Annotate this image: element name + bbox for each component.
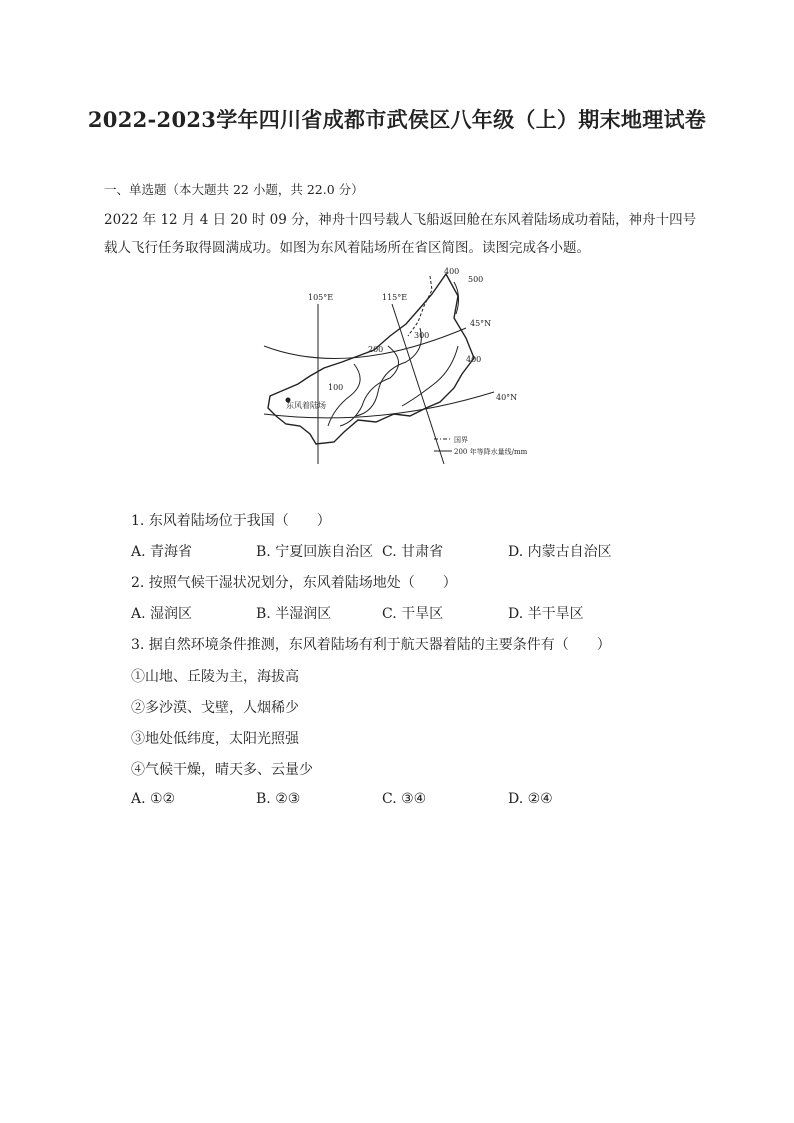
legend-border-label: 国界	[454, 436, 468, 444]
label-lon-105: 105°E	[308, 293, 334, 302]
q2-option-c[interactable]: C. 干旱区	[382, 606, 444, 622]
intro-text	[104, 206, 704, 262]
section-heading: 一、单选题（本大题共 22 小题，共 22.0 分）	[104, 182, 364, 197]
q2-option-a[interactable]: A. 湿润区	[131, 606, 193, 622]
label-iso-400-north: 400	[444, 267, 460, 276]
isohyet-300	[356, 328, 421, 416]
q3-option-b[interactable]: B. ②③	[256, 791, 301, 807]
q1-option-c[interactable]: C. 甘肃省	[382, 544, 444, 560]
q1-option-a[interactable]: A. 青海省	[131, 544, 193, 560]
label-iso-500: 500	[468, 275, 484, 284]
question-3-stem: 3. 据自然环境条件推测，东风着陆场有利于航天器着陆的主要条件有（ ）	[131, 637, 611, 653]
q3-statement-4: ④气候干燥，晴天多、云量少	[131, 762, 313, 778]
intro-line-2: 载人飞行任务取得圆满成功。如图为东风着陆场所在省区简图。读图完成各小题。	[104, 240, 590, 256]
q3-statement-1: ①山地、丘陵为主，海拔高	[131, 669, 299, 685]
label-landing-site: 东风着陆场	[286, 401, 326, 410]
q1-option-d[interactable]: D. 内蒙古自治区	[508, 544, 612, 560]
label-iso-200: 200	[368, 345, 384, 354]
page-title: 2022-2023学年四川省成都市武侯区八年级（上）期末地理试卷	[87, 107, 707, 132]
q3-option-a[interactable]: A. ①②	[131, 791, 176, 807]
label-lon-115: 115°E	[382, 293, 408, 302]
question-1-stem: 1. 东风着陆场位于我国（ ）	[131, 513, 331, 529]
q3-statement-2: ②多沙漠、戈壁，人烟稀少	[131, 700, 299, 716]
q2-option-b[interactable]: B. 半湿润区	[256, 606, 332, 622]
province-outline	[268, 274, 474, 444]
label-lat-45: 45°N	[470, 319, 492, 328]
intro-line-1: 2022 年 12 月 4 日 20 时 09 分，神舟十四号载人飞船返回舱在东风着陆场成功着陆，神舟十四号	[104, 212, 697, 228]
label-iso-300: 300	[414, 331, 430, 340]
q3-option-d[interactable]: D. ②④	[508, 791, 553, 807]
label-lat-40: 40°N	[496, 393, 518, 402]
label-iso-100: 100	[328, 383, 344, 392]
legend-isohyet-label: 200 年等降水量线/mm	[454, 448, 528, 456]
question-2-stem: 2. 按照气候干湿状况划分，东风着陆场地处（ ）	[131, 575, 457, 591]
q2-option-d[interactable]: D. 半干旱区	[508, 606, 584, 622]
q1-option-b[interactable]: B. 宁夏回族自治区	[256, 544, 374, 560]
q3-statement-3: ③地处低纬度，太阳光照强	[131, 731, 299, 747]
isohyet-400-south	[402, 346, 458, 406]
q3-option-c[interactable]: C. ③④	[382, 791, 427, 807]
province-map	[258, 266, 528, 470]
isohyet-400-north	[408, 276, 432, 336]
label-iso-400-south: 400	[466, 355, 482, 364]
